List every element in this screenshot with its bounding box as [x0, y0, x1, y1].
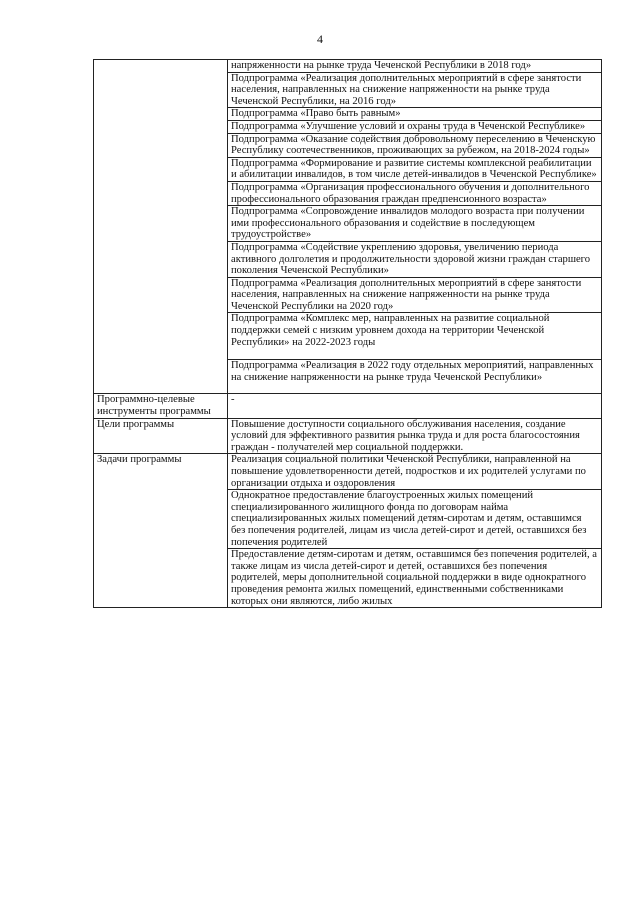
cell-text: Подпрограмма «Улучшение условий и охраны труда в Чеченской Республике»	[231, 120, 586, 132]
table-row	[94, 394, 602, 418]
cell-text: Предоставление детям-сиротам и детям, оставшимся без попечения родителей, а также лицам из числа детей-сирот и детей, оставшихся без попечения родителей, меры дополнительной социальной поддержки в виде однократного проведения ремонта жилых помещений, единственными собственниками которых они являются, либо жилых	[231, 549, 597, 607]
cell-text: Повышение доступности социального обслуживания населения, создание условий для эффективного развития рынка труда и для роста благосостояния граждан - получателей мер социальной поддержки.	[231, 418, 580, 453]
cell-text: Подпрограмма «Реализация дополнительных мероприятий в сфере занятости населения, направленных на снижение напряженности на рынке труда Чеченской Республики, на 2016 год»	[231, 72, 582, 107]
right-cell	[228, 360, 602, 394]
right-cell	[228, 181, 602, 205]
right-cell	[228, 454, 602, 490]
right-cell	[228, 418, 602, 454]
left-cell	[94, 394, 228, 418]
right-cell	[228, 549, 602, 608]
cell-text: Подпрограмма «Содействие укреплению здоровья, увеличению периода активного долголетия и продолжительности здоровой жизни граждан старшего поколения Чеченской Республики»	[231, 241, 591, 277]
right-cell	[228, 490, 602, 549]
right-cell	[228, 108, 602, 121]
cell-text: Подпрограмма «Организация профессионального обучения и дополнительного профессионального образования граждан предпенсионного возраста»	[231, 181, 590, 205]
cell-text: напряженности на рынке труда Чеченской Республики в 2018 год»	[231, 60, 532, 71]
left-cell	[94, 418, 228, 454]
row-label: Задачи программы	[97, 454, 182, 466]
cell-text: Реализация социальной политики Чеченской Республики, направленной на повышение удовлетворенности детей, подростков и их родителей услугами по организации отдыха и оздоровления	[231, 454, 586, 489]
right-cell	[228, 241, 602, 277]
cell-text: Однократное предоставление благоустроенных жилых помещений специализированного жилищного фонда по договорам найма специализированных жилых помещений детям-сиротам и детям, оставшимся без попечения родителей, лицам из числа детей-сирот и детей, оставшихся без попечения родителей	[231, 490, 587, 548]
cell-text: Подпрограмма «Формирование и развитие системы комплексной реабилитации и абилитации инвалидов, в том числе детей-инвалидов в Чеченской Республике»	[231, 157, 597, 181]
cell-text: Подпрограмма «Право быть равным»	[231, 108, 401, 120]
right-cell	[228, 394, 602, 418]
right-cell	[228, 313, 602, 360]
cell-text: Подпрограмма «Реализация в 2022 году отдельных мероприятий, направленных на снижение напряженности на рынке труда Чеченской Республики»	[231, 360, 594, 383]
right-cell	[228, 72, 602, 108]
right-cell	[228, 157, 602, 181]
left-cell	[94, 454, 228, 608]
cell-text: Подпрограмма «Оказание содействия добровольному переселению в Чеченскую Республику соотечественников, проживающих за рубежом, на 2018-2024 годы»	[231, 133, 596, 157]
cell-text: Подпрограмма «Комплекс мер, направленных на развитие социальной поддержки семей с низким уровнем дохода на территории Чеченской Республики» на 2022-2023 годы	[231, 313, 550, 348]
cell-text: -	[231, 394, 235, 406]
row-label: Программно-целевые инструменты программы	[97, 394, 211, 418]
table-row	[94, 60, 602, 73]
page-number: 4	[317, 32, 323, 46]
program-passport-table	[93, 59, 602, 608]
right-cell	[228, 60, 602, 73]
right-cell	[228, 120, 602, 133]
right-cell	[228, 133, 602, 157]
left-cell-empty	[94, 60, 228, 394]
row-label: Цели программы	[97, 418, 175, 430]
right-cell	[228, 277, 602, 313]
table-row	[94, 454, 602, 490]
right-cell	[228, 206, 602, 242]
cell-text: Подпрограмма «Сопровождение инвалидов молодого возраста при получении ими профессионального образования и содействие в последующем трудоустройстве»	[231, 206, 585, 241]
table-row	[94, 418, 602, 454]
cell-text: Подпрограмма «Реализация дополнительных мероприятий в сфере занятости населения, направленных на снижение напряженности на рынке труда Чеченской Республики на 2020 год»	[231, 277, 582, 312]
